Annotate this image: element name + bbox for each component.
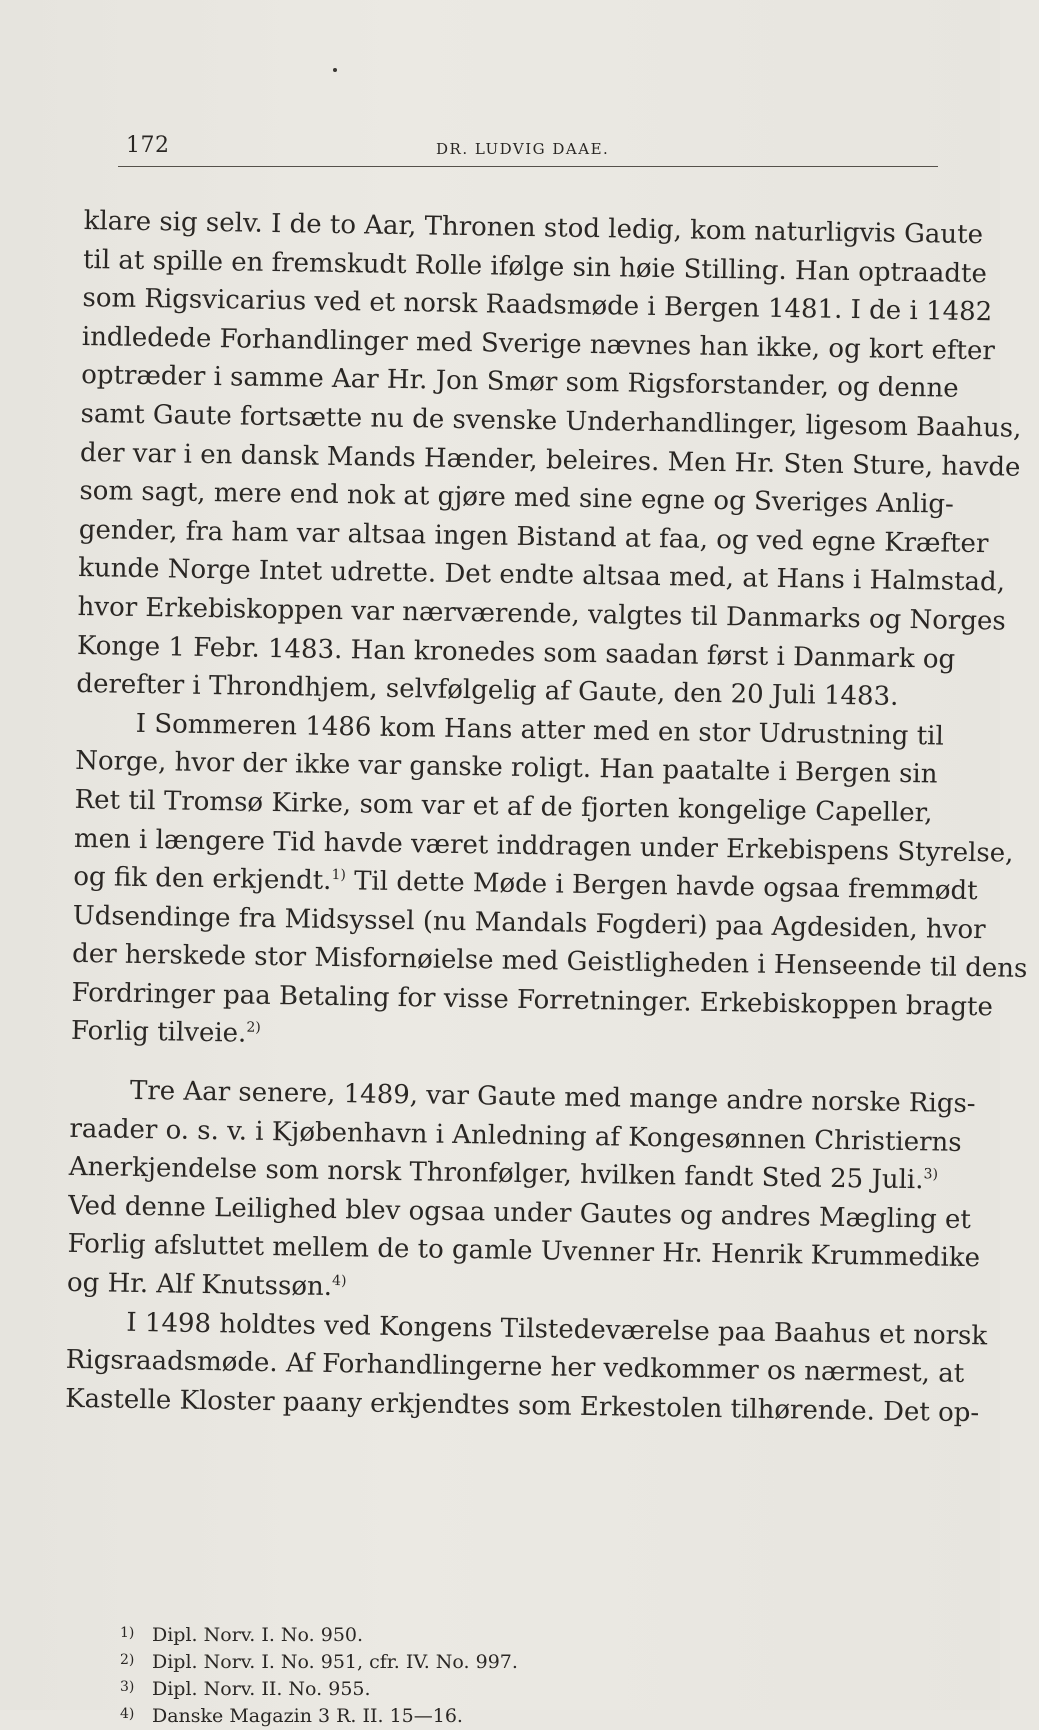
text-segment: Forlig tilveie. [70,1016,247,1050]
text-line: Rigsraadsmøde. Af Forhandlingerne her vedkommer os nærmest, at [65,1345,965,1390]
text-segment: Til dette Møde i Bergen havde ogsaa fremmødt [345,866,978,907]
text-line: derefter i Throndhjem, selvfølgelig af Gaute, den 20 Juli 1483. [76,669,899,712]
footnote [120,1701,620,1728]
text-line: Kastelle Kloster paany erkjendtes som Erkestolen tilhørende. Det op- [64,1383,980,1429]
text-line: hvor Erkebiskoppen var nærværende, valgtes til Danmarks og Norges [77,591,1006,637]
running-head: DR. LUDVIG DAAE. [436,140,610,158]
text-line: til at spille en fremskudt Rolle ifølge sin høie Stilling. Han optraadte [82,244,988,289]
text-segment: og Hr. Alf Knutssøn. [66,1267,333,1303]
footnote-ref: 2) [246,1020,261,1037]
text-line: Fordringer paa Betaling for visse Forretninger. Erkebiskoppen bragte [71,977,994,1023]
text-line: I 1498 holdtes ved Kongens Tilstedeværelse paa Baahus et norsk [126,1307,988,1351]
text-segment: og fik den erkjendt. [73,862,332,897]
footnote-marker: 4) [120,1706,135,1722]
header-rule [118,166,938,167]
footnote-marker: 1) [120,1625,135,1641]
print-speck [333,68,337,72]
footnote [120,1674,620,1701]
text-line: Tre Aar senere, 1489, var Gaute med mange andre norske Rigs- [129,1075,976,1120]
text-line: som Rigsvicarius ved et norsk Raadsmøde i Bergen 1481. I de i 1482 [82,283,993,328]
text-line: I Sommeren 1486 kom Hans atter med en stor Udrustning til [135,708,945,752]
footnote [120,1620,620,1647]
text-line: der var i en dansk Mands Hænder, beleires. Men Hr. Sten Sture, havde [79,437,1021,483]
footnote-text: Dipl. Norv. I. No. 950. [152,1624,364,1646]
page-header [118,133,938,167]
text-line: raader o. s. v. i Kjøbenhavn i Anledning af Kongesønnen Christierns [69,1113,962,1158]
footnote-text: Dipl. Norv. I. No. 951, cfr. IV. No. 997. [152,1651,518,1673]
body-text [64,202,1028,1432]
text-line: kunde Norge Intet udrette. Det endte altsaa med, at Hans i Halmstad, [78,553,1006,598]
footnote-ref: 4) [331,1273,347,1290]
footnote [120,1647,620,1674]
text-line: Ved denne Leilighed blev ogsaa under Gautes og andres Mægling et [67,1190,972,1235]
footnote-text: Danske Magazin 3 R. II. 15—16. [152,1705,463,1727]
text-line: Norge, hvor der ikke var ganske roligt. Han paatalte i Bergen sin [74,746,938,790]
text-line: Udsendinge fra Midsyssel (nu Mandals Fogderi) paa Agdesiden, hvor [72,900,986,945]
footnote-text: Dipl. Norv. II. No. 955. [152,1678,371,1700]
text-line: gender, fra ham var altsaa ingen Bistand at faa, og ved egne Kræfter [78,514,989,559]
page-number: 172 [126,133,170,158]
text-line: men i længere Tid havde været inddragen under Erkebispens Styrelse, [73,823,1014,869]
text-line: der herskede stor Misfornøielse med Geistligheden i Henseende til dens [71,939,1028,985]
footnote-ref: 3) [923,1166,939,1183]
text-line: indledede Forhandlinger med Sverige nævnes han ikke, og kort efter [81,321,996,367]
text-line: Ret til Tromsø Kirke, som var et af de fjorten kongelige Capeller, [74,784,933,829]
text-line: samt Gaute fortsætte nu de svenske Underhandlinger, ligesom Baahus, [80,398,1022,444]
text-line: Konge 1 Febr. 1483. Han kronedes som saadan først i Danmark og [76,630,956,675]
footnote-marker: 2) [120,1652,135,1668]
footnotes [120,1620,620,1728]
text-line: som sagt, mere end nok at gjøre med sine egne og Sveriges Anlig- [79,476,955,520]
text-line: optræder i samme Aar Hr. Jon Smør som Rigsforstander, og denne [81,360,959,405]
text-line: klare sig selv. I de to Aar, Thronen stod ledig, kom naturligvis Gaute [83,205,984,251]
footnote-ref: 1) [331,867,347,884]
text-line: Forlig afsluttet mellem de to gamle Uvenner Hr. Henrik Krummedike [67,1229,981,1274]
footnote-marker: 3) [120,1679,135,1695]
text-segment: Anerkjendelse som norsk Thronfølger, hvilken fandt Sted 25 Juli. [68,1152,924,1196]
